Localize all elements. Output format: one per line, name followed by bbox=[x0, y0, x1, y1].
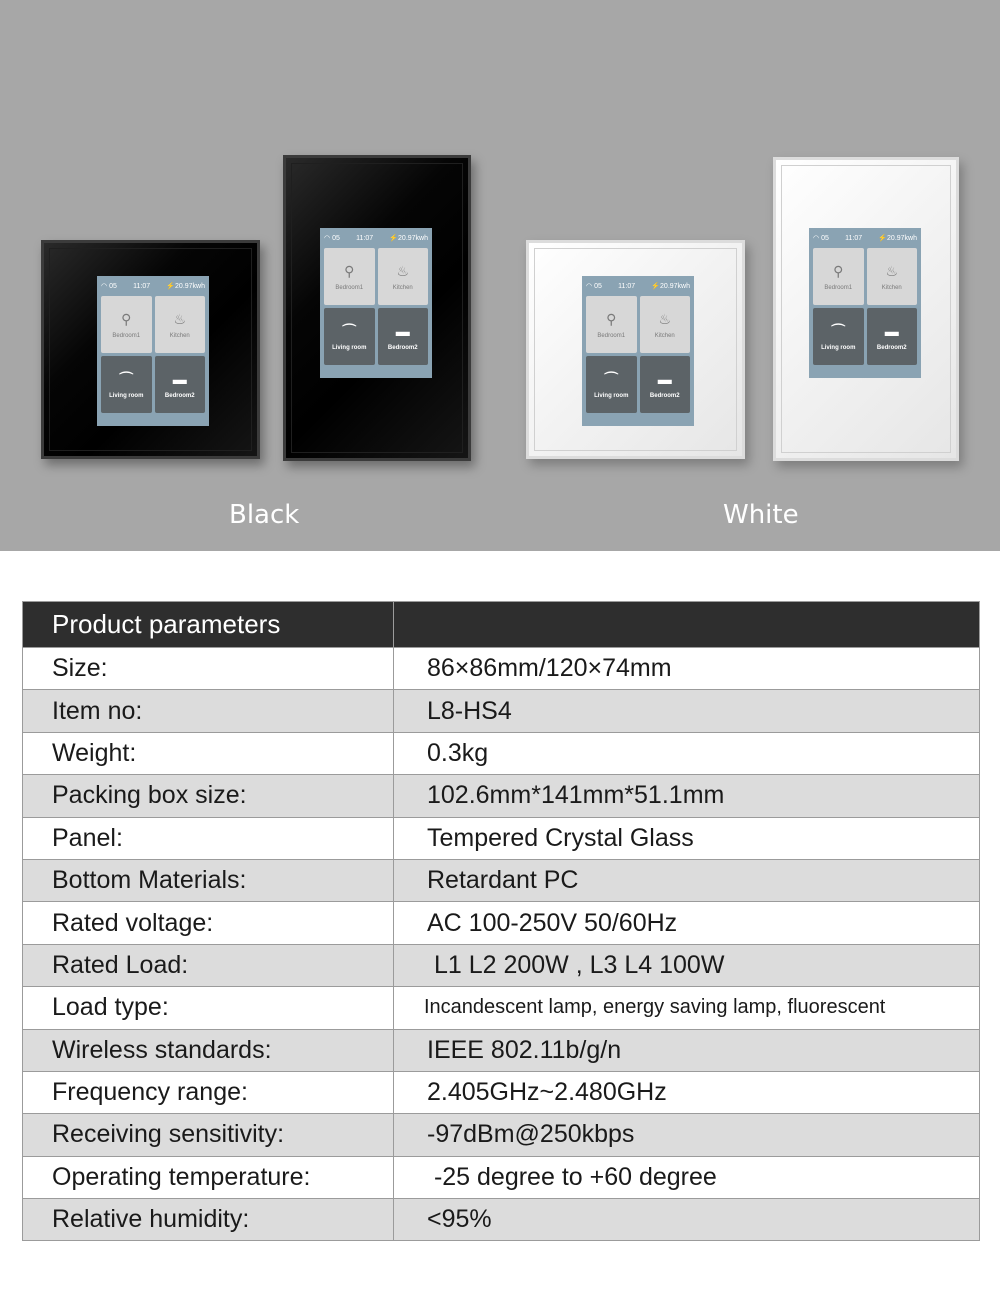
energy-readout: ⚡20.97kwh bbox=[389, 235, 428, 242]
scene-tile-bedroom2[interactable]: ▬ Bedroom2 bbox=[640, 356, 691, 413]
param-value: 86×86mm/120×74mm bbox=[394, 648, 980, 690]
wifi-icon: ◠ bbox=[813, 235, 820, 242]
touch-screen bbox=[582, 276, 694, 426]
table-row bbox=[23, 859, 980, 901]
status-number: 05 bbox=[594, 282, 602, 290]
table-title: Product parameters bbox=[23, 602, 394, 648]
status-bar bbox=[101, 279, 205, 293]
touch-screen bbox=[809, 228, 921, 378]
ceiling-light-icon: ⌒ bbox=[831, 322, 846, 339]
table-row bbox=[23, 775, 980, 817]
scene-tile-living-room[interactable]: ⌒ Living room bbox=[813, 308, 864, 365]
param-value: IEEE 802.11b/g/n bbox=[394, 1029, 980, 1071]
scene-tile-living-room[interactable]: ⌒ Living room bbox=[101, 356, 152, 413]
black-square-panel bbox=[41, 240, 260, 459]
scene-tile-kitchen[interactable]: ♨ Kitchen bbox=[867, 248, 918, 305]
product-parameters-table bbox=[22, 601, 980, 1241]
status-bar bbox=[586, 279, 690, 293]
bed-icon: ▬ bbox=[884, 322, 899, 339]
ceiling-light-icon: ⌒ bbox=[342, 322, 357, 339]
scene-tile-bedroom1[interactable]: ⚲ Bedroom1 bbox=[324, 248, 375, 305]
table-row bbox=[23, 1199, 980, 1241]
black-tall-panel bbox=[283, 155, 471, 461]
param-key: Wireless standards: bbox=[23, 1029, 394, 1071]
lamp-icon: ⚲ bbox=[344, 262, 355, 279]
scene-tile-living-room[interactable]: ⌒ Living room bbox=[324, 308, 375, 365]
param-value: <95% bbox=[394, 1199, 980, 1241]
param-key: Panel: bbox=[23, 817, 394, 859]
param-key: Rated Load: bbox=[23, 944, 394, 986]
scene-tile-kitchen[interactable]: ♨ Kitchen bbox=[155, 296, 206, 353]
color-label-black: Black bbox=[229, 500, 300, 530]
wifi-icon: ◠ bbox=[324, 235, 331, 242]
ceiling-light-icon: ⌒ bbox=[119, 370, 134, 387]
table-row bbox=[23, 902, 980, 944]
table-header bbox=[23, 602, 980, 648]
scene-tile-kitchen[interactable]: ♨ Kitchen bbox=[640, 296, 691, 353]
status-number: 05 bbox=[332, 234, 340, 242]
chef-hat-icon: ♨ bbox=[173, 310, 187, 327]
table-row bbox=[23, 648, 980, 690]
chef-hat-icon: ♨ bbox=[658, 310, 672, 327]
status-number: 05 bbox=[109, 282, 117, 290]
energy-readout: ⚡20.97kwh bbox=[166, 283, 205, 290]
table-row bbox=[23, 987, 980, 1029]
table-row bbox=[23, 1071, 980, 1113]
param-value: -97dBm@250kbps bbox=[394, 1114, 980, 1156]
param-key: Rated voltage: bbox=[23, 902, 394, 944]
wifi-icon: ◠ bbox=[586, 283, 593, 290]
scene-tile-bedroom2[interactable]: ▬ Bedroom2 bbox=[867, 308, 918, 365]
white-square-panel bbox=[526, 240, 745, 459]
param-key: Load type: bbox=[23, 987, 394, 1029]
chef-hat-icon: ♨ bbox=[396, 262, 410, 279]
param-value: 0.3kg bbox=[394, 732, 980, 774]
clock: 11:07 bbox=[356, 234, 374, 242]
param-key: Receiving sensitivity: bbox=[23, 1114, 394, 1156]
scene-tile-kitchen[interactable]: ♨ Kitchen bbox=[378, 248, 429, 305]
bed-icon: ▬ bbox=[172, 370, 187, 387]
param-value: Tempered Crystal Glass bbox=[394, 817, 980, 859]
table-row bbox=[23, 817, 980, 859]
scene-tile-bedroom1[interactable]: ⚲ Bedroom1 bbox=[813, 248, 864, 305]
clock: 11:07 bbox=[845, 234, 863, 242]
param-value: 102.6mm*141mm*51.1mm bbox=[394, 775, 980, 817]
scene-tile-bedroom2[interactable]: ▬ Bedroom2 bbox=[155, 356, 206, 413]
param-value: AC 100-250V 50/60Hz bbox=[394, 902, 980, 944]
param-key: Relative humidity: bbox=[23, 1199, 394, 1241]
param-value: L1 L2 200W , L3 L4 100W bbox=[394, 944, 980, 986]
table-row bbox=[23, 944, 980, 986]
status-bar bbox=[813, 231, 917, 245]
param-key: Bottom Materials: bbox=[23, 859, 394, 901]
param-key: Packing box size: bbox=[23, 775, 394, 817]
table-row bbox=[23, 732, 980, 774]
scene-tile-living-room[interactable]: ⌒ Living room bbox=[586, 356, 637, 413]
color-label-white: White bbox=[723, 500, 799, 530]
param-value: L8-HS4 bbox=[394, 690, 980, 732]
touch-screen bbox=[320, 228, 432, 378]
param-key: Frequency range: bbox=[23, 1071, 394, 1113]
lamp-icon: ⚲ bbox=[833, 262, 844, 279]
clock: 11:07 bbox=[133, 282, 151, 290]
energy-readout: ⚡20.97kwh bbox=[651, 283, 690, 290]
param-value: Incandescent lamp, energy saving lamp, fluorescent bbox=[394, 987, 980, 1029]
param-key: Operating temperature: bbox=[23, 1156, 394, 1198]
bed-icon: ▬ bbox=[657, 370, 672, 387]
table-row bbox=[23, 1029, 980, 1071]
touch-screen bbox=[97, 276, 209, 426]
table-header-empty bbox=[394, 602, 980, 648]
param-value: Retardant PC bbox=[394, 859, 980, 901]
scene-tile-bedroom2[interactable]: ▬ Bedroom2 bbox=[378, 308, 429, 365]
table-row bbox=[23, 690, 980, 732]
scene-tile-bedroom1[interactable]: ⚲ Bedroom1 bbox=[586, 296, 637, 353]
table-row bbox=[23, 1156, 980, 1198]
param-value: -25 degree to +60 degree bbox=[394, 1156, 980, 1198]
bed-icon: ▬ bbox=[395, 322, 410, 339]
status-bar bbox=[324, 231, 428, 245]
ceiling-light-icon: ⌒ bbox=[604, 370, 619, 387]
lamp-icon: ⚲ bbox=[606, 310, 617, 327]
lamp-icon: ⚲ bbox=[121, 310, 132, 327]
energy-readout: ⚡20.97kwh bbox=[878, 235, 917, 242]
wifi-icon: ◠ bbox=[101, 283, 108, 290]
table-row bbox=[23, 1114, 980, 1156]
white-tall-panel bbox=[773, 157, 959, 461]
status-number: 05 bbox=[821, 234, 829, 242]
scene-tile-bedroom1[interactable]: ⚲ Bedroom1 bbox=[101, 296, 152, 353]
param-key: Weight: bbox=[23, 732, 394, 774]
chef-hat-icon: ♨ bbox=[885, 262, 899, 279]
param-key: Size: bbox=[23, 648, 394, 690]
clock: 11:07 bbox=[618, 282, 636, 290]
param-value: 2.405GHz~2.480GHz bbox=[394, 1071, 980, 1113]
product-showcase bbox=[0, 0, 1000, 551]
param-key: Item no: bbox=[23, 690, 394, 732]
